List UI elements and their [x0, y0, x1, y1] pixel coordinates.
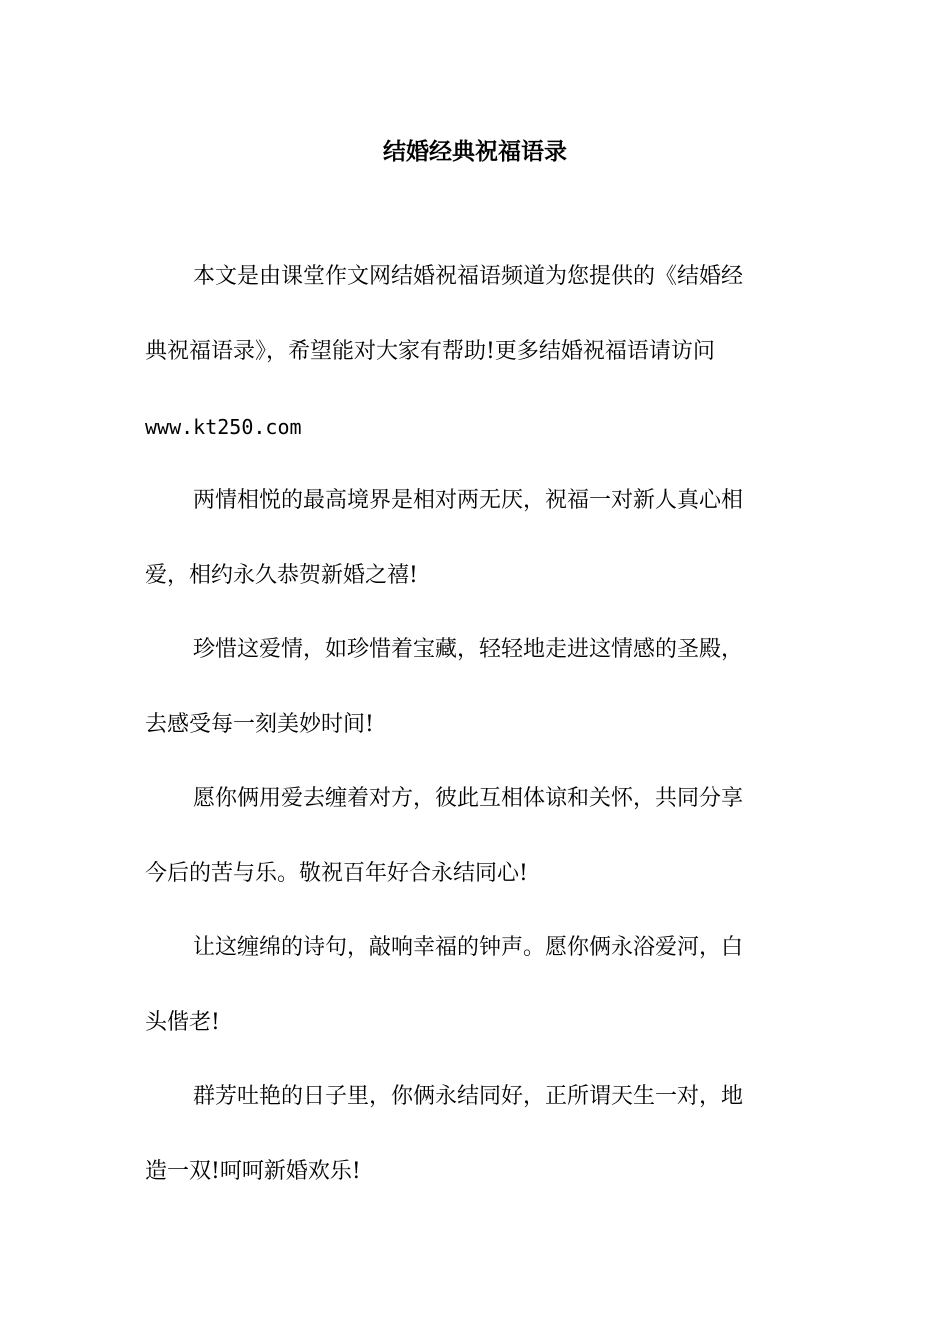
paragraph-2-line-1: 两情相悦的最高境界是相对两无厌，祝福一对新人真心相: [193, 488, 744, 513]
paragraph-6-line-2: 造一双!呵呵新婚欢乐!: [145, 1159, 361, 1184]
paragraph-1-url: www.kt250.com: [145, 415, 302, 439]
paragraph-1-line-2: 典祝福语录》，希望能对大家有帮助!更多结婚祝福语请访问: [145, 339, 715, 364]
paragraph-4-line-2: 今后的苦与乐。敬祝百年好合永结同心!: [145, 861, 528, 886]
paragraph-6-line-1: 群芳吐艳的日子里，你俩永结同好，正所谓天生一对，地: [193, 1084, 744, 1109]
paragraph-5-line-2: 头偕老!: [145, 1010, 220, 1035]
paragraph-4-line-1: 愿你俩用爱去缠着对方，彼此互相体谅和关怀，共同分享: [193, 786, 744, 811]
document-title: 结婚经典祝福语录: [383, 138, 567, 165]
paragraph-1-line-1: 本文是由课堂作文网结婚祝福语频道为您提供的《结婚经: [193, 264, 744, 289]
paragraph-3-line-2: 去感受每一刻美妙时间!: [145, 712, 374, 737]
paragraph-2-line-2: 爱，相约永久恭贺新婚之禧!: [145, 563, 418, 588]
paragraph-3-line-1: 珍惜这爱情，如珍惜着宝藏，轻轻地走进这情感的圣殿，: [193, 637, 744, 662]
paragraph-5-line-1: 让这缠绵的诗句，敲响幸福的钟声。愿你俩永浴爱河，白: [193, 935, 744, 960]
